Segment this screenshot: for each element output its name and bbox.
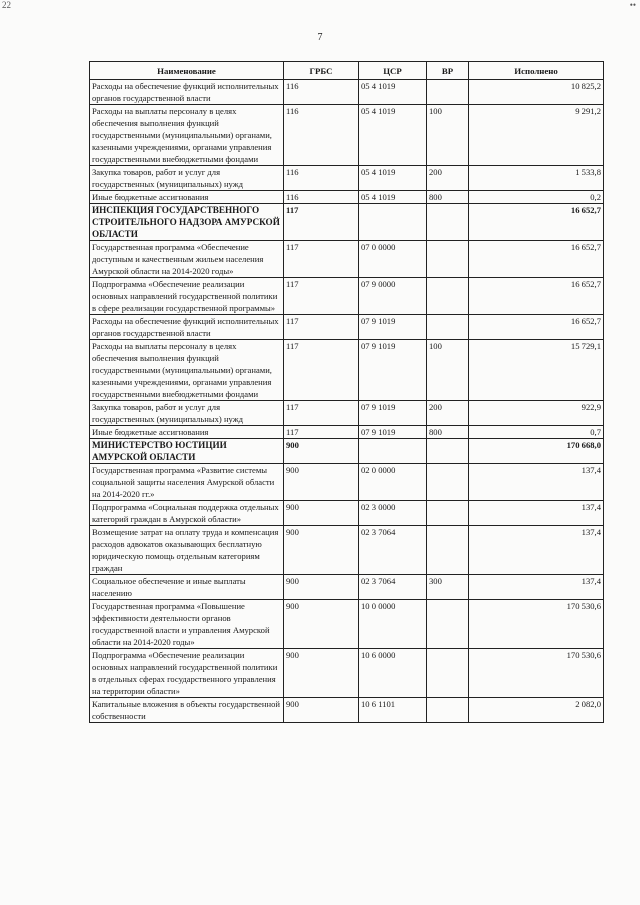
row-amount-cell: 137,4 xyxy=(469,501,604,526)
table-row xyxy=(90,526,604,575)
table-row xyxy=(90,278,604,315)
table-row xyxy=(90,600,604,649)
row-grbs-cell: 900 xyxy=(284,464,359,501)
row-vr-cell xyxy=(427,600,469,649)
row-name-cell: Социальное обеспечение и иные выплаты населению xyxy=(90,575,284,600)
row-name-cell: Закупка товаров, работ и услуг для государственных (муниципальных) нужд xyxy=(90,401,284,426)
row-vr-cell: 100 xyxy=(427,105,469,166)
row-grbs-cell: 116 xyxy=(284,105,359,166)
table-body xyxy=(90,80,604,723)
row-vr-cell xyxy=(427,278,469,315)
row-amount-cell: 170 668,0 xyxy=(469,439,604,464)
row-name-cell: Иные бюджетные ассигнования xyxy=(90,191,284,204)
row-csr-cell: 10 6 0000 xyxy=(359,649,427,698)
row-name-cell: Подпрограмма «Социальная поддержка отдельных категорий граждан в Амурской области» xyxy=(90,501,284,526)
table-row xyxy=(90,204,604,241)
row-name-cell: Расходы на обеспечение функций исполнительных органов государственной власти xyxy=(90,315,284,340)
row-amount-cell: 16 652,7 xyxy=(469,278,604,315)
header-name: Наименование xyxy=(90,62,284,80)
row-csr-cell xyxy=(359,439,427,464)
row-grbs-cell: 900 xyxy=(284,649,359,698)
row-csr-cell: 02 3 7064 xyxy=(359,575,427,600)
row-csr-cell: 07 9 1019 xyxy=(359,401,427,426)
corner-mark-right: •• xyxy=(629,0,636,10)
row-vr-cell: 300 xyxy=(427,575,469,600)
row-name-cell: Капитальные вложения в объекты государственной собственности xyxy=(90,698,284,723)
row-csr-cell: 10 6 1101 xyxy=(359,698,427,723)
header-amount: Исполнено xyxy=(469,62,604,80)
row-vr-cell xyxy=(427,526,469,575)
table-row xyxy=(90,315,604,340)
row-csr-cell: 05 4 1019 xyxy=(359,80,427,105)
row-grbs-cell: 117 xyxy=(284,426,359,439)
row-csr-cell: 02 0 0000 xyxy=(359,464,427,501)
header-vr: ВР xyxy=(427,62,469,80)
row-name-cell: Закупка товаров, работ и услуг для государственных (муниципальных) нужд xyxy=(90,166,284,191)
table-row xyxy=(90,575,604,600)
row-vr-cell: 100 xyxy=(427,340,469,401)
row-amount-cell: 170 530,6 xyxy=(469,649,604,698)
header-csr: ЦСР xyxy=(359,62,427,80)
row-amount-cell: 1 533,8 xyxy=(469,166,604,191)
row-vr-cell xyxy=(427,698,469,723)
row-csr-cell: 07 9 1019 xyxy=(359,340,427,401)
row-amount-cell: 16 652,7 xyxy=(469,315,604,340)
row-grbs-cell: 900 xyxy=(284,501,359,526)
row-vr-cell xyxy=(427,649,469,698)
table-row xyxy=(90,191,604,204)
row-csr-cell: 07 9 0000 xyxy=(359,278,427,315)
row-grbs-cell: 117 xyxy=(284,340,359,401)
row-grbs-cell: 117 xyxy=(284,315,359,340)
row-csr-cell: 02 3 7064 xyxy=(359,526,427,575)
row-csr-cell: 10 0 0000 xyxy=(359,600,427,649)
table-row xyxy=(90,501,604,526)
table-row xyxy=(90,340,604,401)
row-name-cell: Подпрограмма «Обеспечение реализации основных направлений государственной политики в отдельных сферах государственного управления на территории области» xyxy=(90,649,284,698)
row-amount-cell: 15 729,1 xyxy=(469,340,604,401)
row-vr-cell xyxy=(427,501,469,526)
row-grbs-cell: 900 xyxy=(284,600,359,649)
row-name-cell: Иные бюджетные ассигнования xyxy=(90,426,284,439)
row-grbs-cell: 900 xyxy=(284,526,359,575)
row-grbs-cell: 117 xyxy=(284,241,359,278)
row-amount-cell: 137,4 xyxy=(469,464,604,501)
row-csr-cell: 07 9 1019 xyxy=(359,315,427,340)
row-amount-cell: 2 082,0 xyxy=(469,698,604,723)
row-csr-cell: 07 0 0000 xyxy=(359,241,427,278)
row-csr-cell xyxy=(359,204,427,241)
table-header-row xyxy=(90,62,604,80)
row-amount-cell: 9 291,2 xyxy=(469,105,604,166)
row-amount-cell: 922,9 xyxy=(469,401,604,426)
row-vr-cell: 800 xyxy=(427,426,469,439)
table-row xyxy=(90,241,604,278)
row-grbs-cell: 900 xyxy=(284,698,359,723)
table-row xyxy=(90,80,604,105)
row-name-cell: МИНИСТЕРСТВО ЮСТИЦИИ АМУРСКОЙ ОБЛАСТИ xyxy=(90,439,284,464)
row-amount-cell: 0,7 xyxy=(469,426,604,439)
row-csr-cell: 05 4 1019 xyxy=(359,166,427,191)
row-grbs-cell: 117 xyxy=(284,204,359,241)
row-amount-cell: 170 530,6 xyxy=(469,600,604,649)
row-vr-cell xyxy=(427,464,469,501)
row-csr-cell: 02 3 0000 xyxy=(359,501,427,526)
page-number: 7 xyxy=(317,32,323,43)
row-grbs-cell: 900 xyxy=(284,439,359,464)
row-amount-cell: 137,4 xyxy=(469,575,604,600)
row-csr-cell: 07 9 1019 xyxy=(359,426,427,439)
header-grbs: ГРБС xyxy=(284,62,359,80)
row-name-cell: Расходы на обеспечение функций исполнительных органов государственной власти xyxy=(90,80,284,105)
row-name-cell: Возмещение затрат на оплату труда и компенсация расходов адвокатов оказывающих бесплатную юридическую помощь отдельным категориям граждан xyxy=(90,526,284,575)
row-grbs-cell: 116 xyxy=(284,80,359,105)
row-amount-cell: 16 652,7 xyxy=(469,204,604,241)
row-grbs-cell: 116 xyxy=(284,191,359,204)
table-row xyxy=(90,649,604,698)
table-row xyxy=(90,166,604,191)
row-vr-cell xyxy=(427,315,469,340)
table-row xyxy=(90,401,604,426)
corner-mark-left: 22 xyxy=(2,0,11,10)
table-row xyxy=(90,105,604,166)
table-row xyxy=(90,426,604,439)
row-amount-cell: 16 652,7 xyxy=(469,241,604,278)
row-name-cell: Подпрограмма «Обеспечение реализации основных направлений государственной политики в сфере реализации государственной программы» xyxy=(90,278,284,315)
row-amount-cell: 0,2 xyxy=(469,191,604,204)
row-vr-cell xyxy=(427,439,469,464)
row-amount-cell: 10 825,2 xyxy=(469,80,604,105)
row-vr-cell: 200 xyxy=(427,166,469,191)
row-grbs-cell: 116 xyxy=(284,166,359,191)
row-grbs-cell: 900 xyxy=(284,575,359,600)
row-name-cell: ИНСПЕКЦИЯ ГОСУДАРСТВЕННОГО СТРОИТЕЛЬНОГО НАДЗОРА АМУРСКОЙ ОБЛАСТИ xyxy=(90,204,284,241)
row-name-cell: Расходы на выплаты персоналу в целях обеспечения выполнения функций государственными (муниципальными) органами, казенными учреждениями, органами управления государственными внебюджетными фондами xyxy=(90,105,284,166)
row-csr-cell: 05 4 1019 xyxy=(359,105,427,166)
budget-table xyxy=(89,61,604,723)
table-row xyxy=(90,439,604,464)
row-vr-cell: 800 xyxy=(427,191,469,204)
row-csr-cell: 05 4 1019 xyxy=(359,191,427,204)
row-name-cell: Государственная программа «Обеспечение доступным и качественным жильем населения Амурской области на 2014-2020 годы» xyxy=(90,241,284,278)
row-vr-cell xyxy=(427,204,469,241)
row-name-cell: Государственная программа «Развитие системы социальной защиты населения Амурской области на 2014-2020 гг.» xyxy=(90,464,284,501)
row-amount-cell: 137,4 xyxy=(469,526,604,575)
row-name-cell: Расходы на выплаты персоналу в целях обеспечения выполнения функций государственными (муниципальными) органами, казенными учреждениями, органами управления государственными внебюджетными фондами xyxy=(90,340,284,401)
row-vr-cell xyxy=(427,241,469,278)
row-vr-cell: 200 xyxy=(427,401,469,426)
row-vr-cell xyxy=(427,80,469,105)
row-name-cell: Государственная программа «Повышение эффективности деятельности органов государственной власти и управления Амурской области на 2014-2020 годы» xyxy=(90,600,284,649)
table-row xyxy=(90,698,604,723)
table-row xyxy=(90,464,604,501)
row-grbs-cell: 117 xyxy=(284,278,359,315)
row-grbs-cell: 117 xyxy=(284,401,359,426)
